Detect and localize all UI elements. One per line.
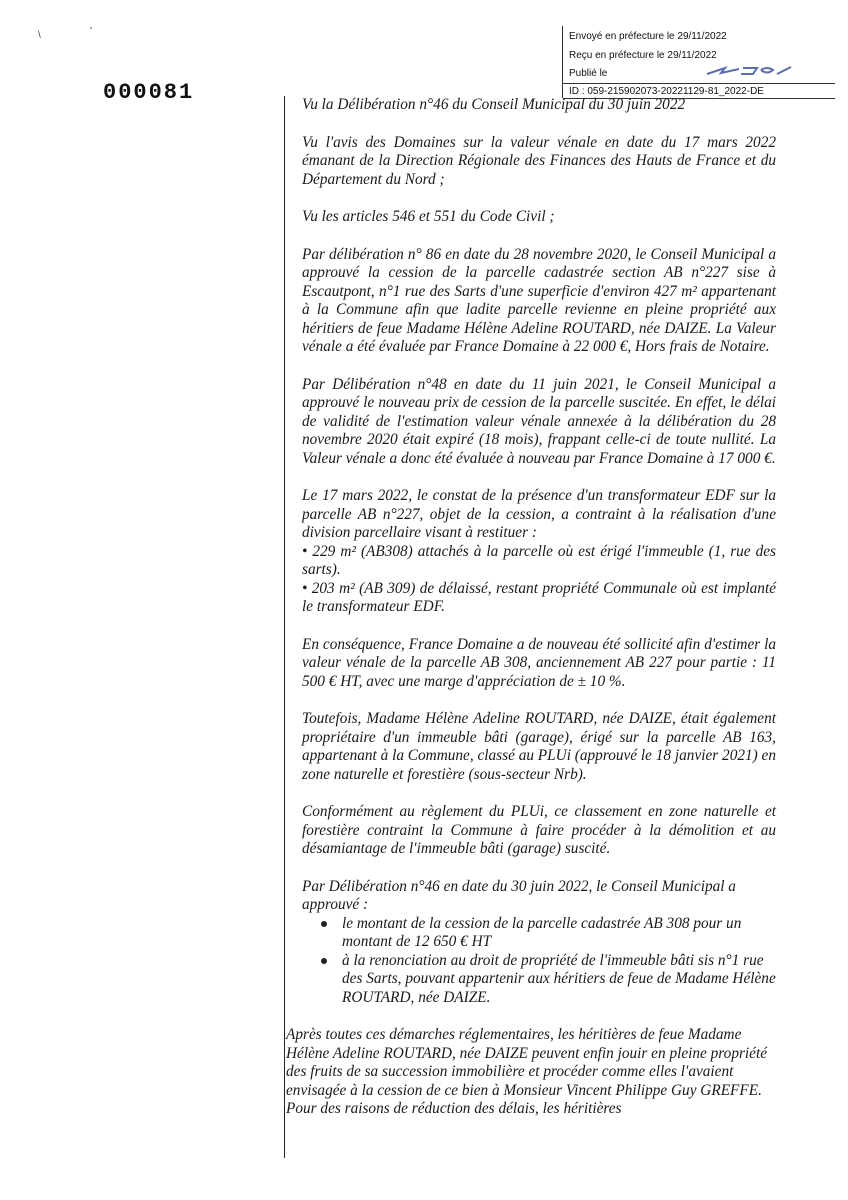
paragraph-visa-deliberation: Vu la Délibération n°46 du Conseil Municipal du 30 juin 2022 xyxy=(302,96,686,113)
paragraph-visa-code-civil: Vu les articles 546 et 551 du Code Civil ; xyxy=(302,208,555,225)
stamp-received: Reçu en préfecture le 29/11/2022 xyxy=(569,50,717,61)
paragraph-constat-edf: Le 17 mars 2022, le constat de la présence d'un transformateur EDF sur la parcelle AB n°227, objet de la cession, a contraint à la réalisation d'une division parcellaire visant à restituer : xyxy=(302,487,776,541)
paragraph-visa-domaines: Vu l'avis des Domaines sur la valeur vénale en date du 17 mars 2022 émanant de la Direction Régionale des Finances des Hauts de France et du Département du Nord ; xyxy=(302,133,776,188)
document-body xyxy=(286,96,776,1119)
margin-rule xyxy=(284,96,285,1158)
stamp-logo-mark xyxy=(705,64,795,78)
prefecture-stamp xyxy=(562,26,835,98)
paragraph-parcel-ab308: • 229 m² (AB308) attachés à la parcelle où est érigé l'immeuble (1, rue des sarts). xyxy=(302,542,776,578)
paragraph-parcel-ab309: • 203 m² (AB 309) de délaissé, restant propriété Communale où est implanté le transformateur EDF. xyxy=(302,579,776,615)
paragraph-estimation: En conséquence, France Domaine a de nouveau été sollicité afin d'estimer la valeur vénale de la parcelle AB 308, anciennement AB 227 pour partie : 11 500 € HT, avec une marge d'appréciation de ± 10 %. xyxy=(302,635,776,690)
stamp-id: ID : 059-215902073-20221129-81_2022-DE xyxy=(569,86,764,97)
paragraph-deliberation-86: Par délibération n° 86 en date du 28 novembre 2020, le Conseil Municipal a approuvé la cession de la parcelle cadastrée section AB n°227 sise à Escautpont, n°1 rue des Sarts d'une superficie d'environ 427 m² appartenant à la Commune afin que ladite parcelle revienne en pleine propriété aux héritiers de feue Madame Hélène Adeline ROUTARD, née DAIZE. La Valeur vénale a été évaluée par France Domaine à 22 000 €, Hors frais de Notaire. xyxy=(302,245,776,355)
paragraph-deliberation-46: Par Délibération n°46 en date du 30 juin 2022, le Conseil Municipal a approuvé : xyxy=(302,877,736,913)
page-number: 000081 xyxy=(103,80,195,105)
approved-list xyxy=(302,915,776,1008)
stamp-divider xyxy=(563,83,835,84)
stamp-sent: Envoyé en préfecture le 29/11/2022 xyxy=(569,31,727,42)
paragraph-plui: Conformément au règlement du PLUi, ce classement en zone naturelle et forestière contraint la Commune à faire procéder à la démolition et au désamiantage de l'immeuble bâti (garage) suscité. xyxy=(302,803,776,857)
paragraph-conclusion: Après toutes ces démarches réglementaires, les héritières de feue Madame Hélène Adeline ROUTARD, née DAIZE peuvent enfin jouir en pleine propriété des fruits de sa succession immobilière et procéder comme elles l'avaient envisagée à la cession de ce bien à Monsieur Vincent Philippe Guy GREFFE. Pour des raisons de réduction des délais, les héritières xyxy=(286,1026,768,1117)
paragraph-deliberation-48: Par Délibération n°48 en date du 11 juin 2021, le Conseil Municipal a approuvé le nouveau prix de cession de la parcelle suscitée. En effet, le délai de validité de l'estimation valeur vénale annexée à la délibération du 28 novembre 2020 était expiré (18 mois), frappant celle-ci de toute nullité. La Valeur vénale a donc été évaluée à nouveau par France Domaine à 17 000 €. xyxy=(302,375,776,467)
list-item: à la renonciation au droit de propriété de l'immeuble bâti sis n°1 rue des Sarts, pouvant appartenir aux héritiers de feue de Madame Hélène ROUTARD, née DAIZE. xyxy=(342,951,776,1006)
list-item: le montant de la cession de la parcelle cadastrée AB 308 pour un montant de 12 650 € HT xyxy=(342,915,776,952)
margin-mark: \ xyxy=(38,30,41,41)
paragraph-garage: Toutefois, Madame Hélène Adeline ROUTARD, née DAIZE, était également propriétaire d'un immeuble bâti (garage), érigé sur la parcelle AB 163, appartenant à la Commune, classé au PLUi (approuvé le 18 janvier 2021) en zone naturelle et forestière (sous-secteur Nrb). xyxy=(302,710,776,783)
stamp-published: Publié le xyxy=(569,68,608,79)
margin-mark: ' xyxy=(90,26,92,37)
